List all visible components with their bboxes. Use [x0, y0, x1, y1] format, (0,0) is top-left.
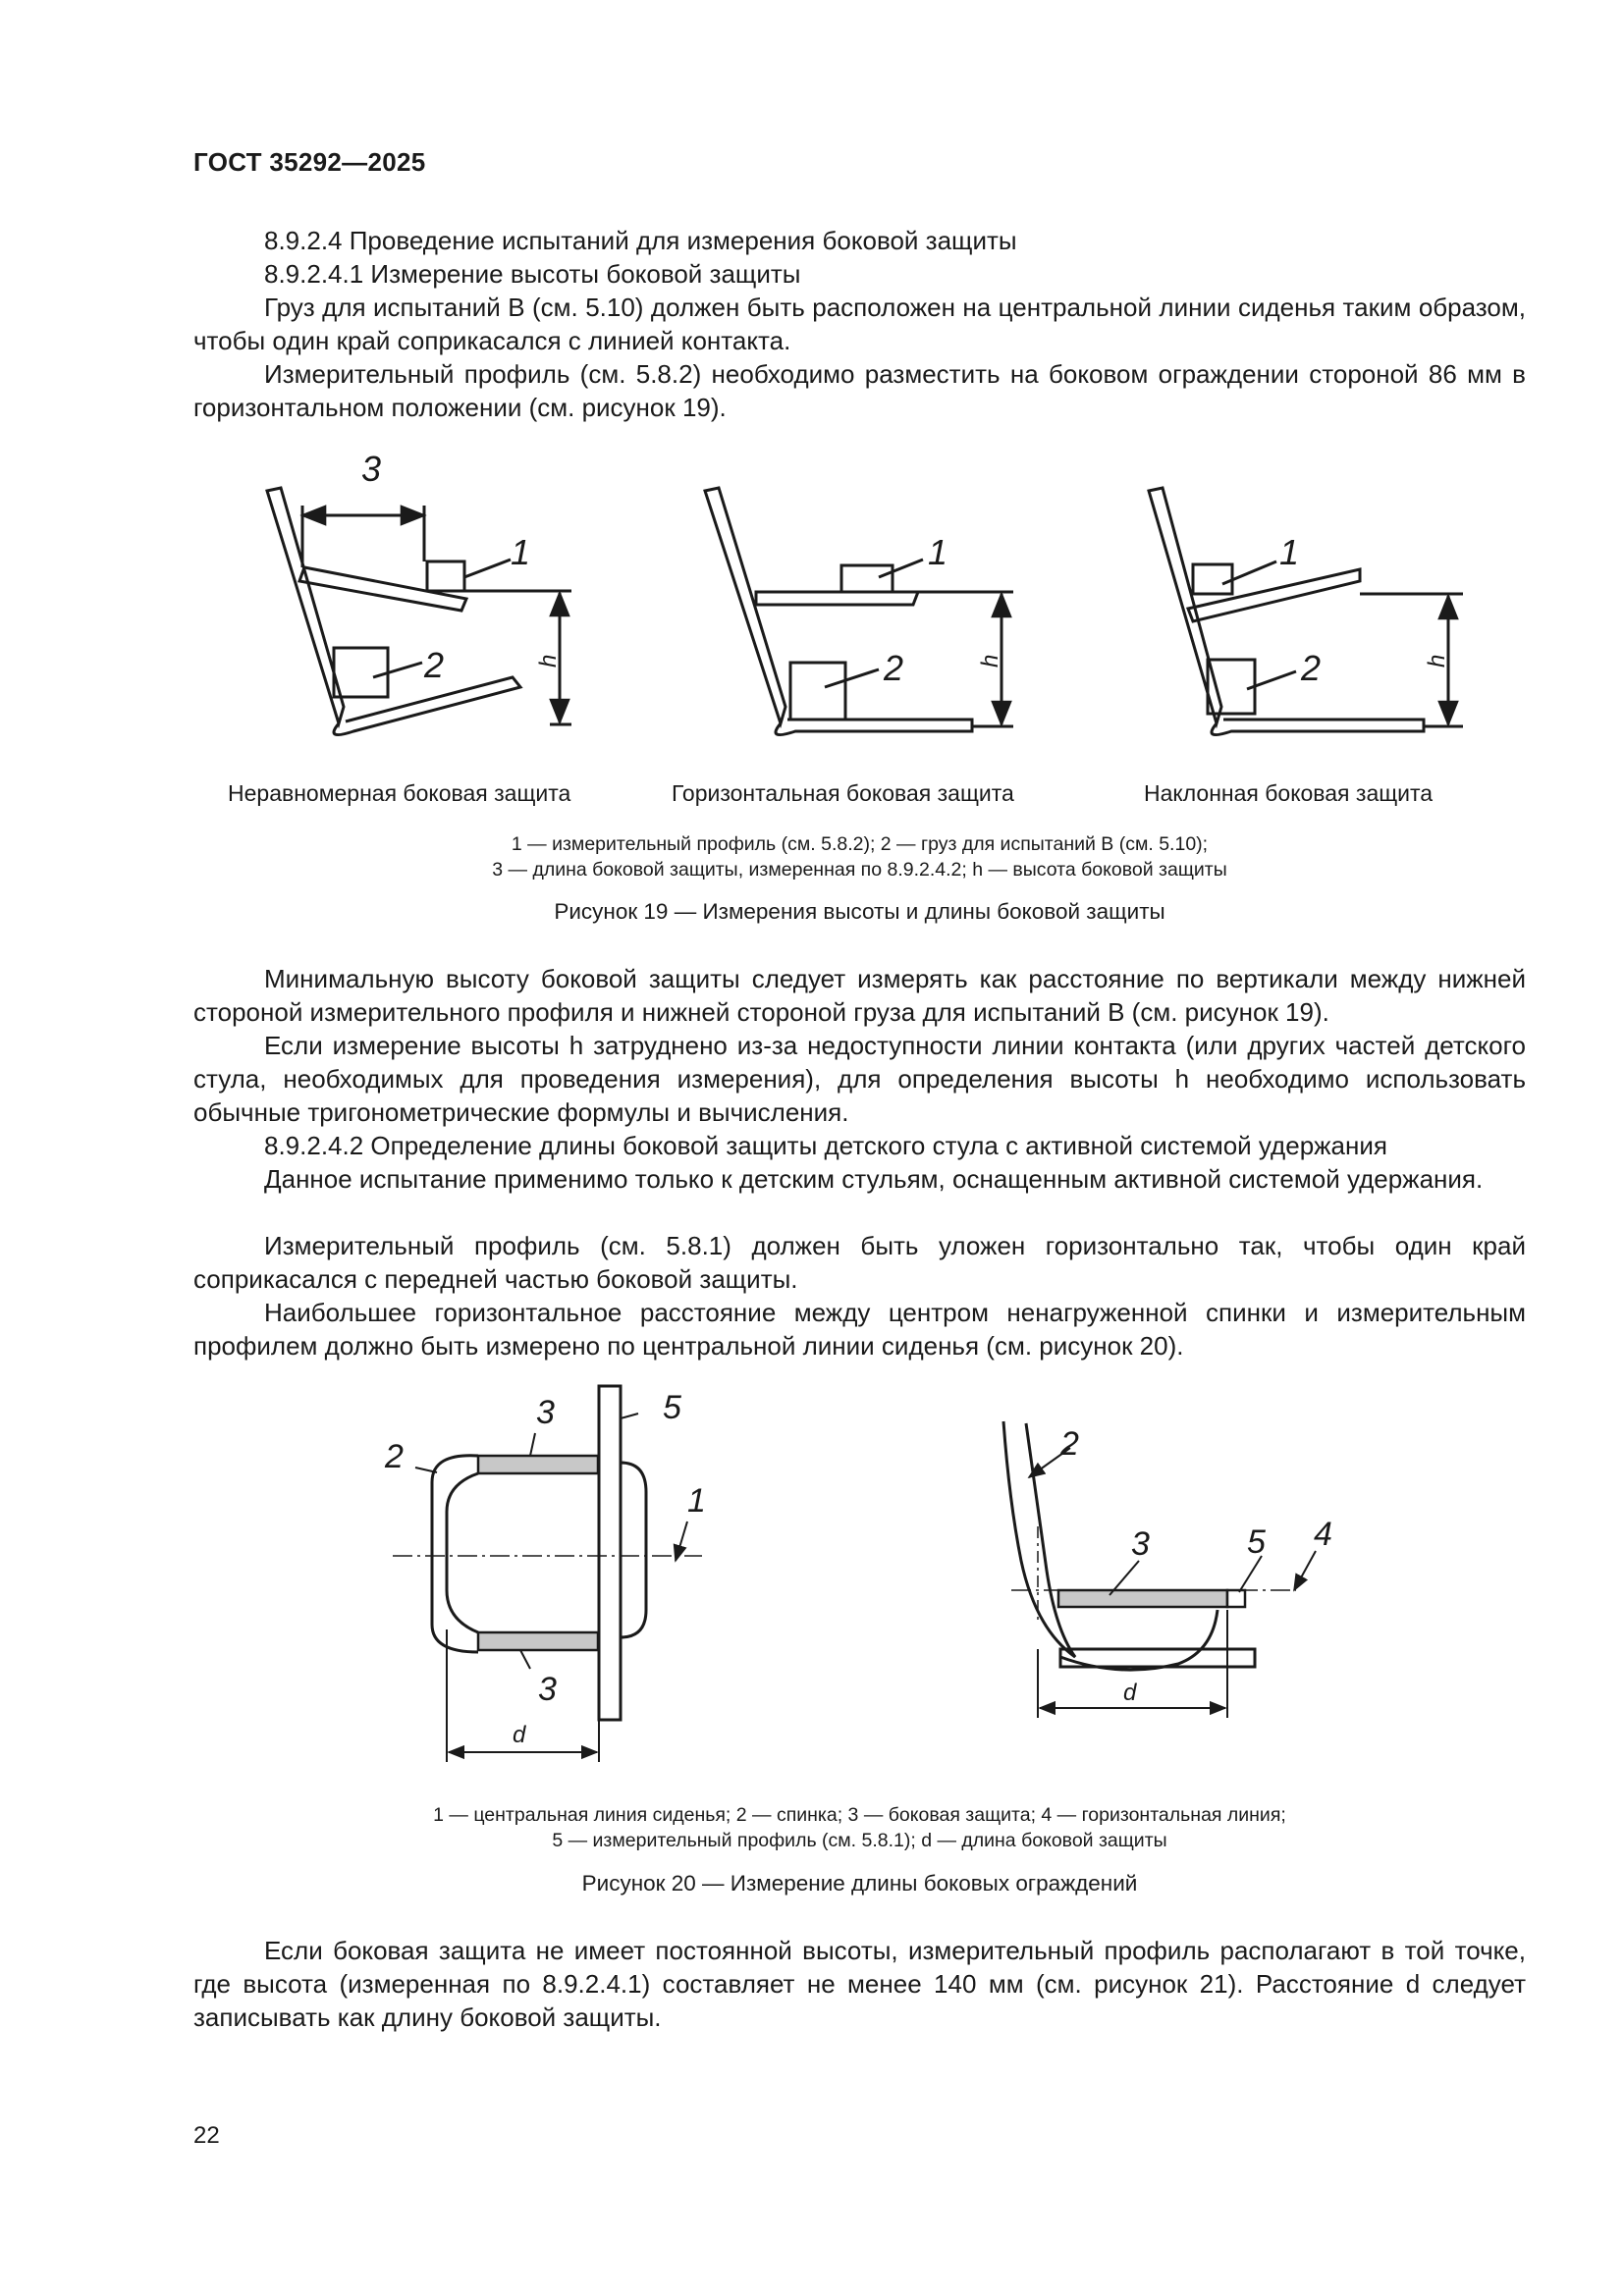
fig20-label-3b: 3: [538, 1671, 557, 1708]
fig19-subcaption-inclined: Наклонная боковая защита: [1144, 780, 1434, 806]
figure-19-diagram: [0, 442, 1624, 775]
fig19-label-2a: 2: [424, 645, 445, 685]
fig19-label-1c: 1: [1279, 532, 1300, 572]
paragraph-non-constant-height: Если боковая защита не имеет постоянной высоты, измерительный профиль располагают в той точке, где высота (измеренная по 8.9.2.4.1) составляет не менее 140 мм (см. рисунок 21). Расстояние d следует записывать как длину боковой защиты.: [193, 1936, 1526, 2032]
fig19-subcaption-horizontal: Горизонтальная боковая защита: [672, 780, 1014, 806]
section-heading-8-9-2-4: 8.9.2.4 Проведение испытаний для измерения боковой защиты: [264, 226, 1017, 255]
fig20-label-2b: 2: [1060, 1425, 1079, 1463]
paragraph-largest-distance: Наибольшее горизонтальное расстояние между центром ненагруженной спинки и измерительным профилем должно быть измерено по центральной линии сиденья (см. рисунок 20).: [193, 1298, 1526, 1361]
paragraph-test-applicable: Данное испытание применимо только к детским стульям, оснащенным активной системой удержания.: [264, 1164, 1484, 1194]
fig20-label-2a: 2: [385, 1438, 404, 1475]
paragraph-measuring-profile: Измерительный профиль (см. 5.8.2) необходимо разместить на боковом ограждении стороной 86 мм в горизонтальном положении (см. рисунок 19).: [193, 359, 1526, 422]
paragraph-test-load: Груз для испытаний В (см. 5.10) должен быть расположен на центральной линии сиденья таким образом, чтобы один край соприкасался с линией контакта.: [193, 293, 1526, 355]
document-header: ГОСТ 35292—2025: [193, 147, 426, 177]
chair-inclined-protection: [1149, 488, 1463, 735]
section-heading-8-9-2-4-1: 8.9.2.4.1 Измерение высоты боковой защиты: [264, 259, 801, 289]
fig19-label-1a: 1: [511, 532, 531, 572]
fig20-label-1: 1: [687, 1482, 706, 1520]
fig20-label-3a: 3: [536, 1394, 555, 1431]
fig20-label-4: 4: [1314, 1516, 1332, 1553]
fig20-side-view: [1003, 1421, 1316, 1718]
fig20-legend-line2: 5 — измерительный профиль (см. 5.8.1); d — длина боковой защиты: [552, 1830, 1167, 1851]
paragraph-height-difficult: Если измерение высоты h затруднено из-за недоступности линии контакта (или других частей детского стула, необходимых для проведения измерения), для определения высоты h необходимо использовать обычные тригонометрические формулы и вычисления.: [193, 1031, 1526, 1127]
fig19-legend-line1: 1 — измерительный профиль (см. 5.8.2); 2 — груз для испытаний В (см. 5.10);: [511, 833, 1209, 855]
paragraph-profile-horizontal: Измерительный профиль (см. 5.8.1) должен быть уложен горизонтально так, чтобы один край соприкасался с передней частью боковой защиты.: [193, 1231, 1526, 1294]
fig19-label-h-b: h: [977, 654, 1003, 667]
section-heading-8-9-2-4-2: 8.9.2.4.2 Определение длины боковой защиты детского стула с активной системой удержания: [264, 1131, 1387, 1160]
paragraph-min-height: Минимальную высоту боковой защиты следует измерять как расстояние по вертикали между нижней стороной измерительного профиля и нижней стороной груза для испытаний В (см. рисунок 19).: [193, 964, 1526, 1027]
fig19-label-2b: 2: [884, 648, 904, 688]
fig20-label-d-a: d: [513, 1722, 526, 1748]
fig19-label-3: 3: [361, 449, 382, 489]
fig19-label-h-c: h: [1424, 654, 1450, 667]
fig19-label-1b: 1: [928, 532, 948, 572]
fig19-caption: Рисунок 19 — Измерения высоты и длины боковой защиты: [554, 899, 1165, 924]
fig20-label-5a: 5: [663, 1389, 681, 1426]
page-number: 22: [193, 2122, 220, 2149]
fig20-label-3c: 3: [1131, 1525, 1150, 1563]
figure-20-diagram: [0, 1374, 1624, 1777]
chair-horizontal-protection: [705, 488, 1013, 735]
fig19-label-2c: 2: [1301, 648, 1322, 688]
fig19-label-h-a: h: [535, 654, 562, 667]
fig20-legend-line1: 1 — центральная линия сиденья; 2 — спинка; 3 — боковая защита; 4 — горизонтальная линия;: [433, 1804, 1286, 1826]
fig19-legend-line2: 3 — длина боковой защиты, измеренная по 8.9.2.4.2; h — высота боковой защиты: [492, 859, 1227, 881]
chair-uneven-protection: [267, 488, 571, 735]
fig20-caption: Рисунок 20 — Измерение длины боковых ограждений: [581, 1871, 1138, 1896]
fig20-label-5b: 5: [1247, 1523, 1266, 1561]
fig20-label-d-b: d: [1123, 1680, 1137, 1706]
fig19-subcaption-uneven: Неравномерная боковая защита: [228, 780, 571, 806]
